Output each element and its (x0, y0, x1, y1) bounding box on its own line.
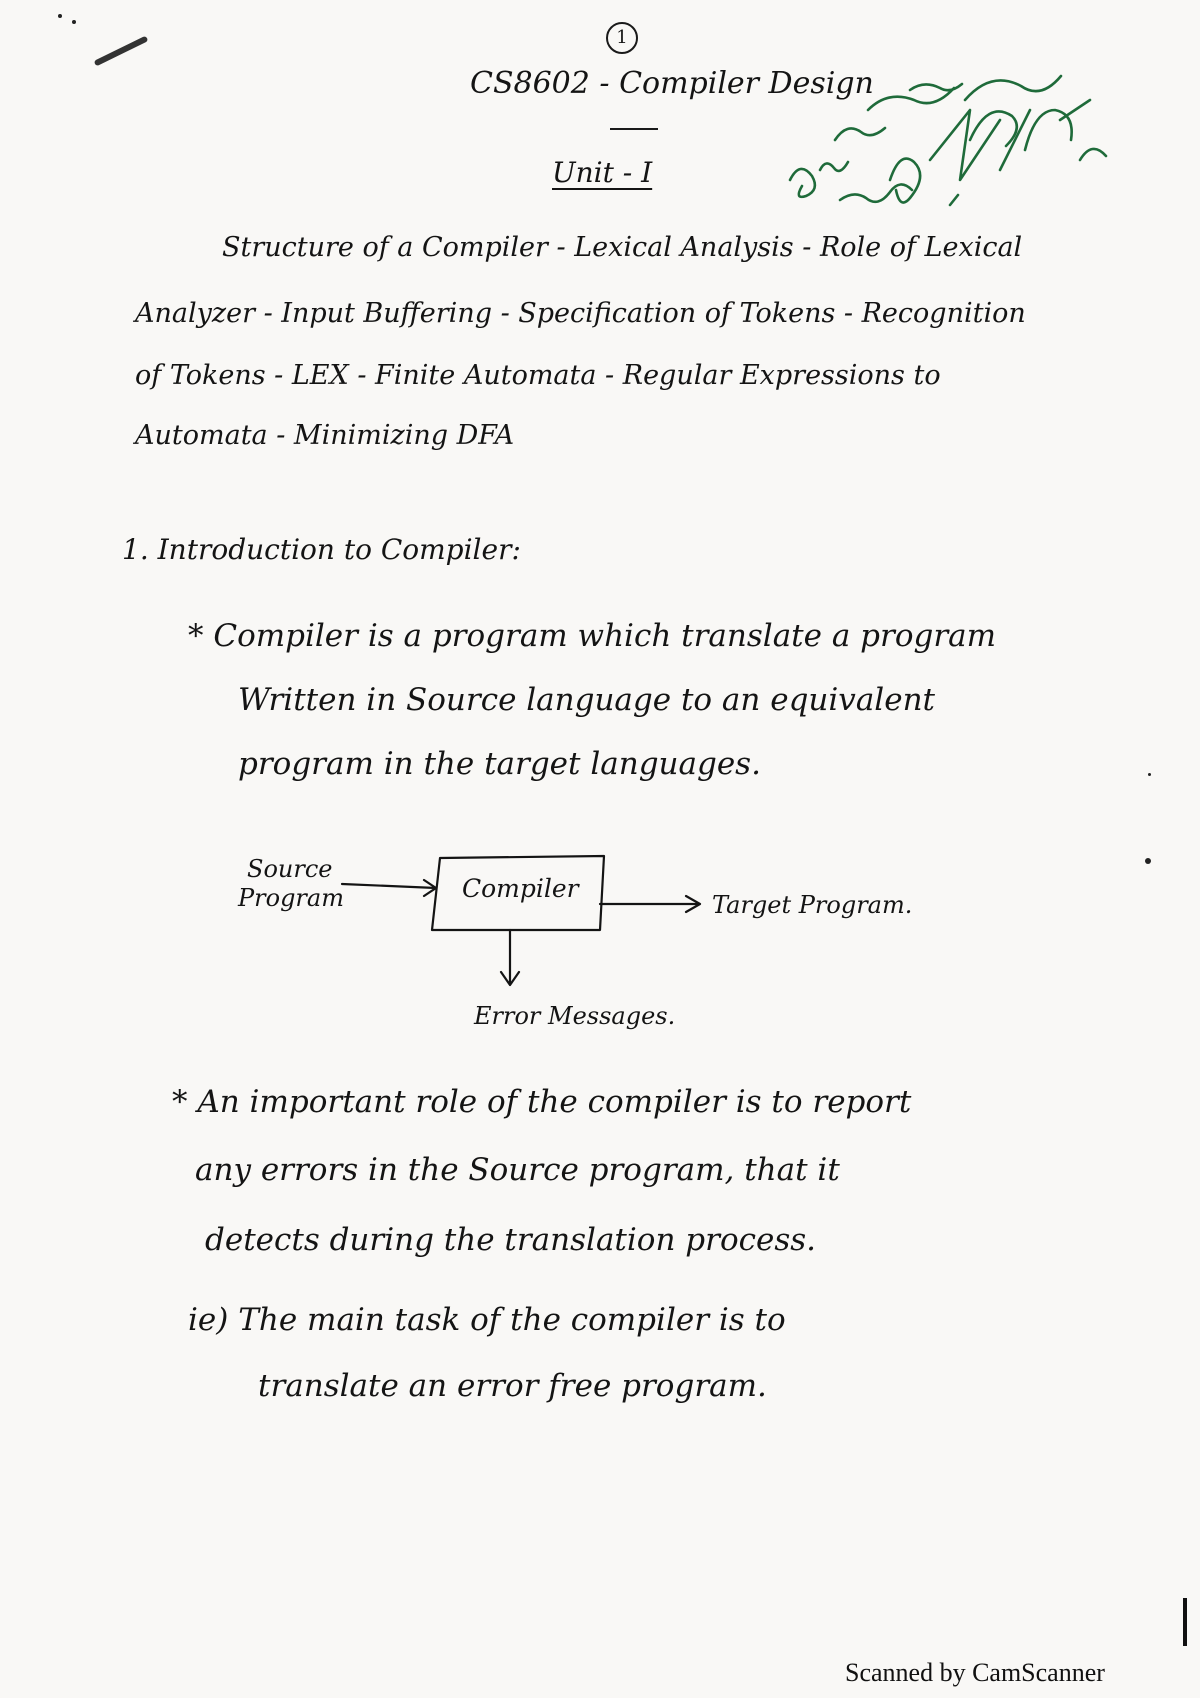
error-arrow (501, 930, 519, 985)
scanner-watermark: Scanned by CamScanner (845, 1658, 1105, 1687)
syllabus-line: Analyzer - Input Buffering - Specification of Tokens - Recognition (135, 298, 1026, 329)
syllabus-line: Structure of a Compiler - Lexical Analysis - Role of Lexical (222, 232, 1023, 263)
program-label: Program (238, 884, 344, 912)
role-line: any errors in the Source program, that it (195, 1152, 840, 1188)
output-arrow (600, 896, 700, 912)
intro-line: program in the target languages. (238, 746, 761, 782)
compiler-box-label: Compiler (462, 874, 579, 903)
task-line: translate an error free program. (258, 1368, 767, 1404)
scan-edge-mark (1183, 1598, 1187, 1646)
intro-line: * Compiler is a program which translate a program (188, 618, 997, 654)
intro-line: Written in Source language to an equivalent (238, 682, 935, 718)
unit-heading: Unit - I (552, 156, 653, 189)
syllabus-line: Automata - Minimizing DFA (135, 420, 515, 451)
syllabus-line: of Tokens - LEX - Finite Automata - Regular Expressions to (135, 360, 941, 391)
source-label: Source (247, 855, 333, 883)
role-line: detects during the translation process. (205, 1222, 816, 1258)
page-title: CS8602 - Compiler Design (470, 66, 874, 101)
target-program-label: Target Program. (712, 891, 913, 919)
input-arrow (342, 880, 436, 896)
page-number: 1 (606, 22, 638, 54)
task-line: ie) The main task of the compiler is to (188, 1302, 786, 1338)
error-messages-label: Error Messages. (474, 1002, 676, 1030)
role-line: * An important role of the compiler is to report (172, 1084, 912, 1120)
section-heading: 1. Introduction to Compiler: (122, 533, 521, 566)
